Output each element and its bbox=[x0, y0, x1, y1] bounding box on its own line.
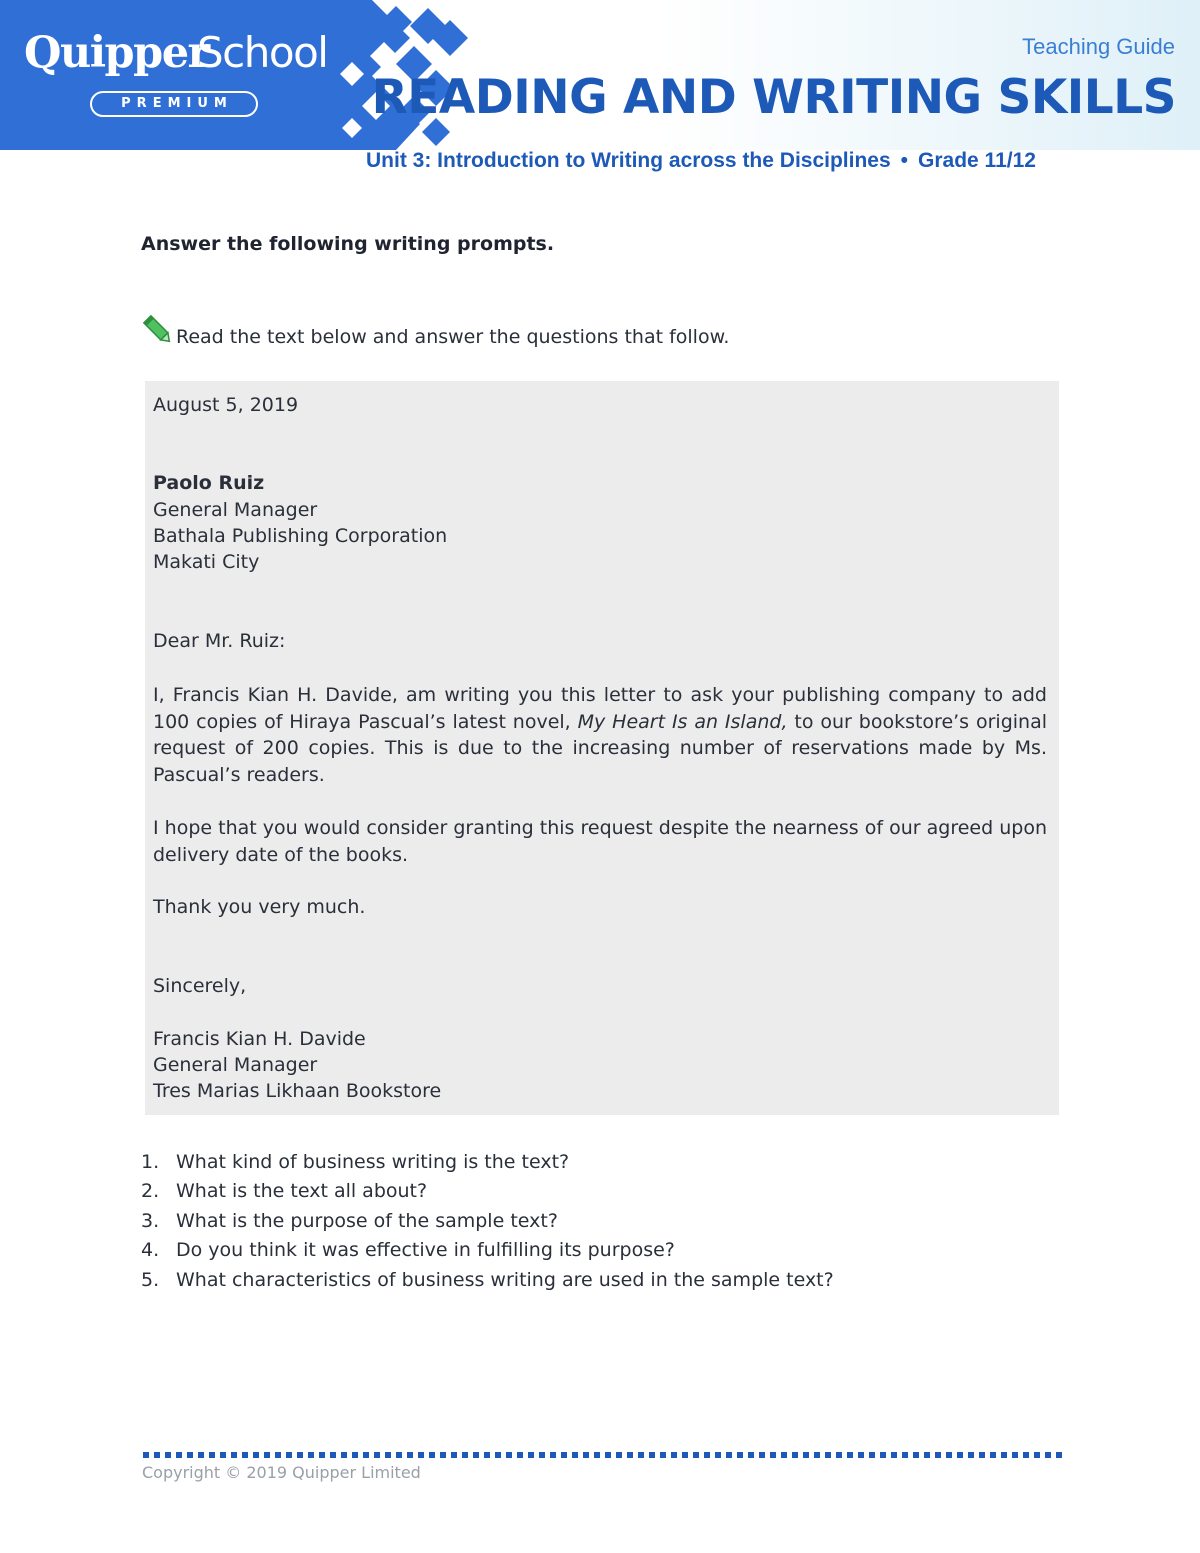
task-prompt bbox=[142, 312, 729, 348]
question-text: What is the text all about? bbox=[176, 1180, 428, 1203]
question-number: 2. bbox=[141, 1180, 160, 1203]
premium-badge: PREMIUM bbox=[90, 91, 258, 117]
sample-letter bbox=[145, 381, 1059, 1115]
letter-thanks: Thank you very much. bbox=[153, 896, 366, 918]
question-text: Do you think it was effective in fulfilling its purpose? bbox=[176, 1239, 675, 1262]
question-item bbox=[141, 1147, 834, 1177]
letter-body-paragraph-1 bbox=[153, 682, 1047, 788]
unit-title: Unit 3: Introduction to Writing across the Disciplines bbox=[366, 149, 891, 172]
teaching-guide-label: Teaching Guide bbox=[1022, 34, 1175, 59]
unit-grade-line bbox=[366, 149, 1036, 173]
question-number: 3. bbox=[141, 1209, 160, 1232]
sender-name: Francis Kian H. Davide bbox=[153, 1028, 366, 1050]
question-list bbox=[141, 1147, 834, 1295]
body1-text-a: I, Francis Kian H. Davide, am writing you this letter to ask your publishing company to add 100 copies of Hiraya Pascual’s latest novel, bbox=[153, 684, 1047, 733]
pencil-icon bbox=[142, 313, 174, 347]
body1-text-b: to our bookstore’s original request of 200 copies. This is due to the increasing number of reservations made by Ms. Pascual’s readers. bbox=[153, 710, 1047, 786]
brand-logo-school: School bbox=[197, 28, 328, 77]
question-text: What characteristics of business writing are used in the sample text? bbox=[176, 1268, 834, 1291]
instruction-heading: Answer the following writing prompts. bbox=[141, 233, 555, 255]
question-number: 4. bbox=[141, 1239, 160, 1262]
task-text: Read the text below and answer the questions that follow. bbox=[176, 326, 730, 348]
question-item bbox=[141, 1265, 834, 1295]
letter-body-paragraph-2: I hope that you would consider granting this request despite the nearness of our agreed upon delivery date of the books. bbox=[153, 817, 1047, 866]
brand-logo-quipper: Quipper bbox=[24, 28, 209, 78]
grade-label: Grade 11/12 bbox=[918, 149, 1036, 172]
letter-closing: Sincerely, bbox=[153, 975, 247, 997]
recipient-name: Paolo Ruiz bbox=[153, 472, 265, 494]
footer-divider bbox=[143, 1452, 1063, 1458]
question-text: What kind of business writing is the text? bbox=[176, 1150, 570, 1173]
novel-title: My Heart Is an Island, bbox=[577, 710, 788, 733]
question-item bbox=[141, 1206, 834, 1236]
subject-title: READING AND WRITING SKILLS bbox=[371, 70, 1176, 125]
letter-date: August 5, 2019 bbox=[153, 394, 299, 416]
question-item bbox=[141, 1236, 834, 1266]
question-number: 1. bbox=[141, 1150, 160, 1173]
question-item bbox=[141, 1177, 834, 1207]
page-header bbox=[0, 0, 1200, 172]
recipient-title: General Manager bbox=[153, 499, 318, 521]
sender-title: General Manager bbox=[153, 1054, 318, 1076]
copyright-text: Copyright © 2019 Quipper Limited bbox=[142, 1463, 421, 1482]
separator-dot: • bbox=[900, 149, 909, 172]
recipient-company: Bathala Publishing Corporation bbox=[153, 525, 448, 547]
letter-salutation: Dear Mr. Ruiz: bbox=[153, 630, 286, 652]
question-text: What is the purpose of the sample text? bbox=[176, 1209, 558, 1232]
recipient-city: Makati City bbox=[153, 551, 260, 573]
sender-company: Tres Marias Likhaan Bookstore bbox=[153, 1080, 442, 1102]
question-number: 5. bbox=[141, 1268, 160, 1291]
